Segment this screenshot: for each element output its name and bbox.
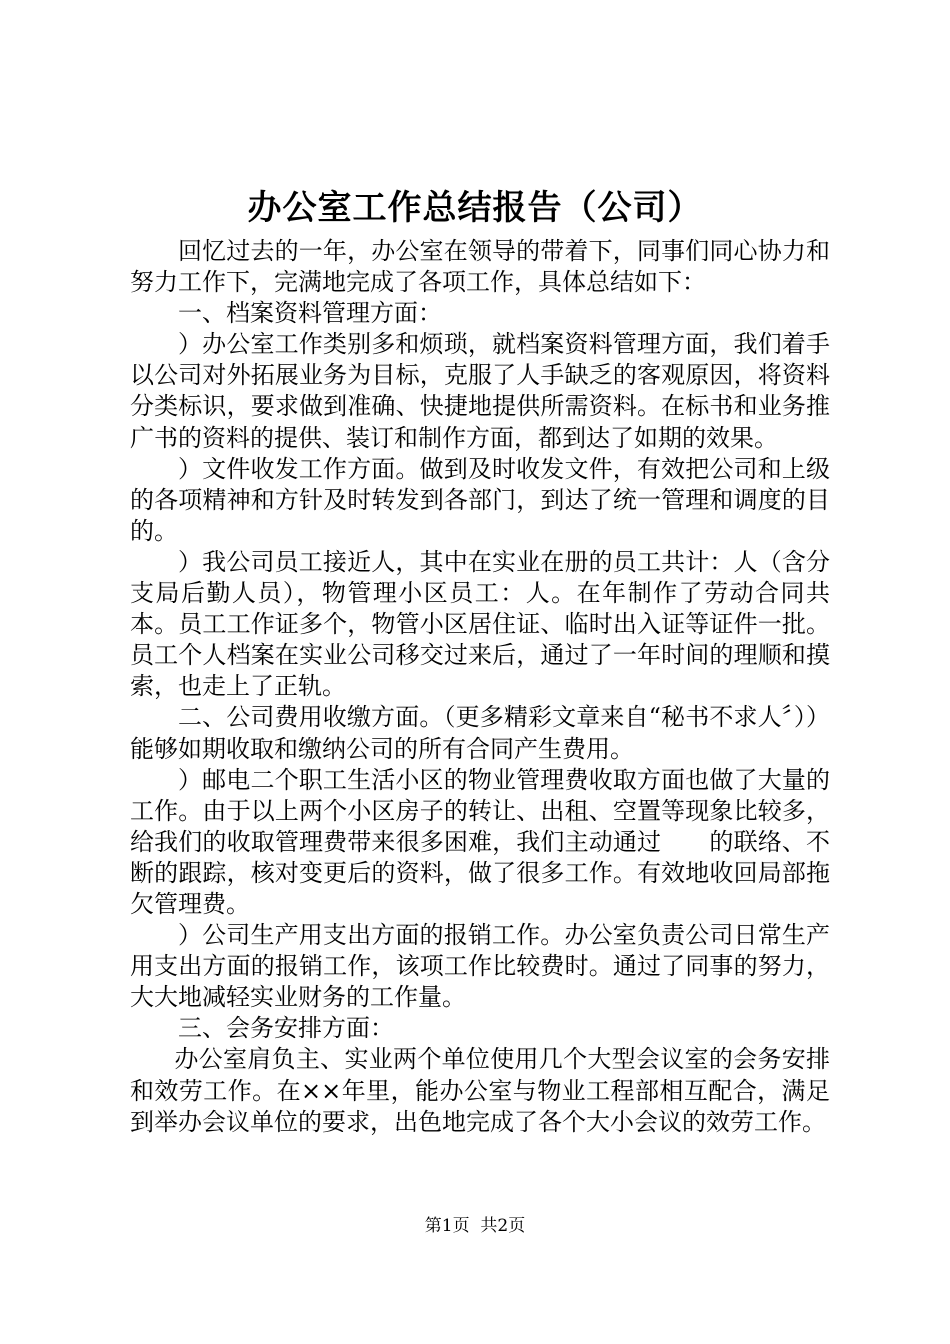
archives-paragraph-3: ）我公司员工接近人，其中在实业在册的员工共计：人（含分支局后勤人员），物管理小区员工：人。在年制作了劳动合同共本。员工工作证多个，物管小区居住证、临时出入证等证件一批。员工个人档案在实业公司移交过来后，通过了一年时间的理顺和摸索，也走上了正轨。 — [130, 547, 830, 701]
meetings-paragraph: 办公室肩负主、实业两个单位使用几个大型会议室的会务安排和效劳工作。在××年里，能办公室与物业工程部相互配合，满足到举办会议单位的要求，出色地完成了各个大小会议的效劳工作。 — [130, 1045, 830, 1136]
fees-paragraph-1: ）邮电二个职工生活小区的物业管理费收取方面也做了大量的工作。由于以上两个小区房子的转让、出租、空置等现象比较多，给我们的收取管理费带来很多困难，我们主动通过 的联络、不断的跟踪，核对变更后的资料，做了很多工作。有效地收回局部拖欠管理费。 — [130, 765, 830, 918]
section-heading-archives: 一、档案资料管理方面： — [178, 299, 442, 328]
archives-paragraph-2: ）文件收发工作方面。做到及时收发文件，有效把公司和上级的各项精神和方针及时转发到各部门，到达了统一管理和调度的目的。 — [130, 454, 830, 545]
section-heading-fees: 二、公司费用收缴方面。（更多精彩文章来自“秘书不求人〞））能够如期收取和缴纳公司的所有合同产生费用。 — [130, 703, 830, 763]
archives-paragraph-1: ）办公室工作类别多和烦琐，就档案资料管理方面，我们着手以公司对外拓展业务为目标，克服了人手缺乏的客观原因，将资料分类标识，要求做到准确、快捷地提供所需资料。在标书和业务推广书的资料的提供、装订和制作方面，都到达了如期的效果。 — [130, 330, 830, 452]
document-body — [130, 236, 830, 1138]
section-heading-meetings: 三、会务安排方面： — [178, 1014, 394, 1043]
fees-paragraph-2: ）公司生产用支出方面的报销工作。办公室负责公司日常生产用支出方面的报销工作，该项工作比较费时。通过了同事的努力，大大地减轻实业财务的工作量。 — [130, 921, 830, 1012]
page-number-footer: 第1页 共2页 — [424, 1216, 526, 1236]
document-title: 办公室工作总结报告（公司） — [247, 188, 703, 228]
intro-paragraph: 回忆过去的一年，办公室在领导的带着下，同事们同心协力和努力工作下，完满地完成了各项工作，具体总结如下： — [130, 237, 830, 297]
